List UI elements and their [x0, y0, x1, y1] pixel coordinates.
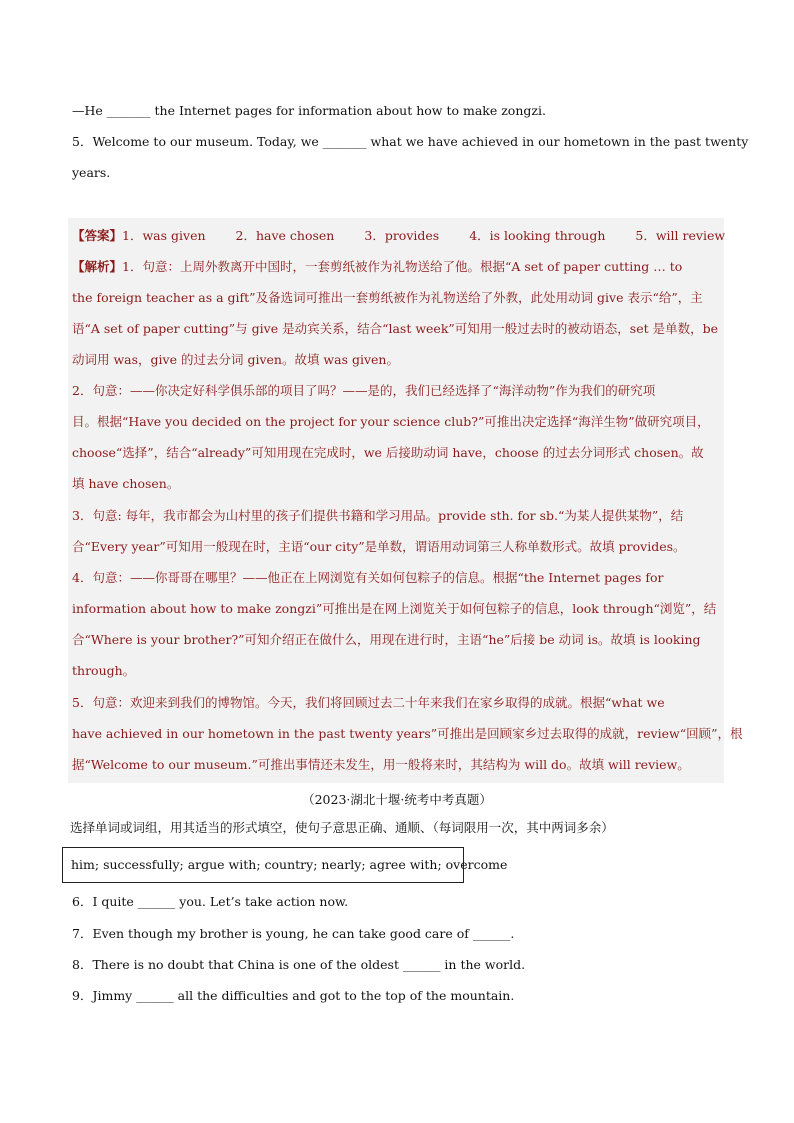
- exercise-instruction: 选择单词或词组，用其适当的形式填空，使句子意思正确、通顺、（每词限用一次，其中两词多余）: [70, 820, 614, 835]
- question-7: 7．Even though my brother is young, he can take good care of ______.: [72, 926, 515, 941]
- analysis-line: 5．句意：欢迎来到我们的博物馆。今天，我们将回顾过去二十年来我们在家乡取得的成就。根据“what we: [72, 695, 665, 710]
- analysis-line: 目。根据“Have you decided on the project for your science club?”可推出决定选择“海洋生物”做研究项目，: [72, 414, 710, 429]
- answer-label: 【答案】: [72, 228, 123, 243]
- analysis-line: 4．句意：——你哥哥在哪里？——他正在上网浏览有关如何包粽子的信息。根据“the Internet pages for: [72, 570, 664, 585]
- question-9: 9．Jimmy ______ all the difficulties and got to the top of the mountain.: [72, 988, 515, 1003]
- analysis-line: information about how to make zongzi”可推出是在网上浏览关于如何包粽子的信息，look through“浏览”，结: [72, 601, 717, 616]
- analysis-text: 1．句意：上周外教离开中国时，一套剪纸被作为礼物送给了他。根据“A set of paper cutting … to: [122, 259, 683, 274]
- answer-item: 2．have chosen: [235, 228, 335, 243]
- question-5-line-2: years.: [72, 165, 111, 180]
- analysis-line: 据“Welcome to our museum.”可推出事情还未发生，用一般将来时，其结构为 will do。故填 will review。: [72, 757, 690, 772]
- exam-source: （2023·湖北十堰·统考中考真题）: [302, 792, 492, 807]
- answer-line: [72, 228, 755, 244]
- answer-item: 1．was given: [122, 228, 206, 243]
- question-6: 6．I quite ______ you. Let’s take action now.: [72, 894, 349, 909]
- analysis-line: 合“Every year”可知用一般现在时，主语“our city”是单数，谓语用动词第三人称单数形式。故填 provides。: [72, 539, 686, 554]
- analysis-line: 合“Where is your brother?”可知介绍正在做什么，用现在进行时，主语“he”后接 be 动词 is。故填 is looking: [72, 632, 701, 647]
- answer-item: 4．is looking through: [469, 228, 606, 243]
- word-bank-box: him; successfully; argue with; country; nearly; agree with; overcome: [62, 847, 464, 883]
- analysis-line: 动词用 was，give 的过去分词 given。故填 was given。: [72, 352, 399, 367]
- question-5-line-1: 5．Welcome to our museum. Today, we _______ what we have achieved in our hometown in the past twenty: [72, 134, 749, 149]
- answer-item: 5．will review: [635, 228, 726, 243]
- analysis-line: 3．句意: 每年，我市都会为山村里的孩子们提供书籍和学习用品。provide sth. for sb.“为某人提供某物”，结: [72, 508, 684, 523]
- analysis-line: [72, 259, 682, 275]
- analysis-label: 【解析】: [72, 259, 123, 274]
- analysis-line: choose“选择”，结合“already”可知用现在完成时，we 后接助动词 have，choose 的过去分词形式 chosen。故: [72, 445, 704, 460]
- analysis-line: have achieved in our hometown in the past twenty years”可推出是回顾家乡过去取得的成就，review“回顾”，根: [72, 726, 743, 741]
- analysis-line: through。: [72, 663, 136, 678]
- analysis-line: 2．句意：——你决定好科学俱乐部的项目了吗？——是的，我们已经选择了“海洋动物”作为我们的研究项: [72, 383, 656, 398]
- analysis-line: 填 have chosen。: [72, 476, 180, 491]
- answer-item: 3．provides: [364, 228, 440, 243]
- question-4-dialogue: —He _______ the Internet pages for information about how to make zongzi.: [72, 103, 546, 118]
- question-8: 8．There is no doubt that China is one of the oldest ______ in the world.: [72, 957, 526, 972]
- analysis-line: 语“A set of paper cutting”与 give 是动宾关系，结合“last week”可知用一般过去时的被动语态，set 是单数，be: [72, 321, 718, 336]
- analysis-line: the foreign teacher as a gift”及备选词可推出一套剪纸被作为礼物送给了外教，此处用动词 give 表示“给”，主: [72, 290, 703, 305]
